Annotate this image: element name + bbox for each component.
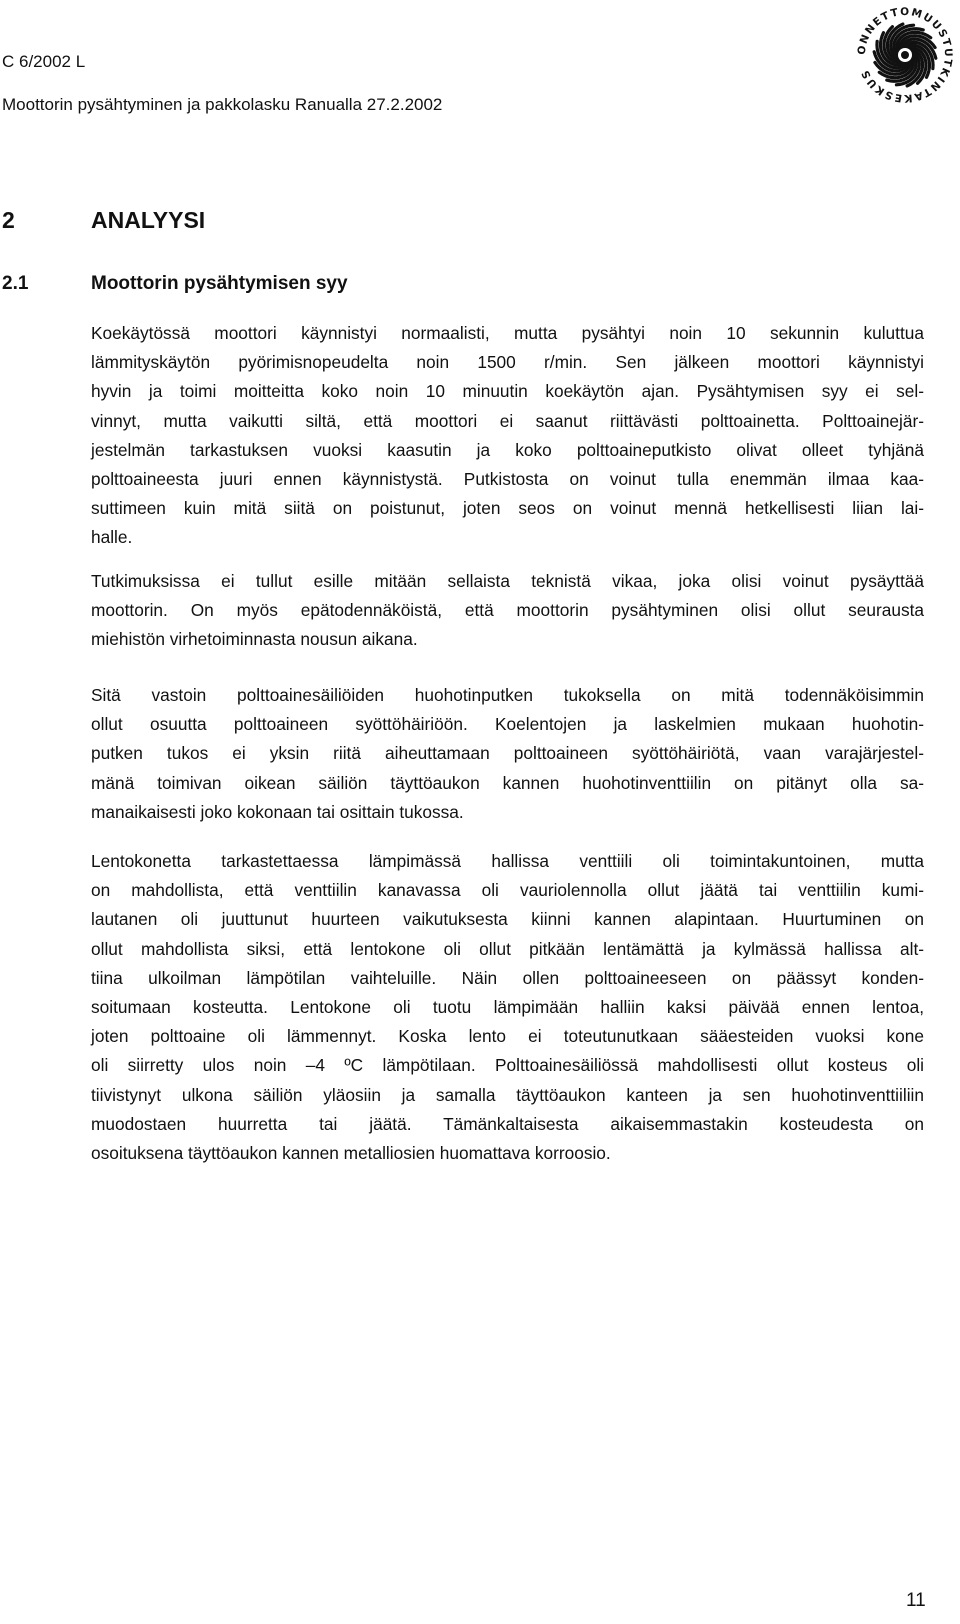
paragraph-line: joten polttoaine oli lämmennyt. Koska lento ei toteutunutkaan sääesteiden vuoksi kone bbox=[91, 1026, 924, 1047]
accident-investigation-board-logo bbox=[852, 2, 958, 108]
section-title: ANALYYSI bbox=[91, 207, 206, 233]
paragraph-line: ollut mahdollista siksi, että lentokone oli ollut pitkään lentämättä ja kylmässä hallissa alt- bbox=[91, 938, 924, 959]
paragraph-line: ollut osuutta polttoaineen syöttöhäiriöön. Koelentojen ja laskelmien mukaan huohotin- bbox=[91, 714, 924, 735]
paragraph bbox=[91, 319, 924, 553]
paragraph-line: osoituksena täyttöaukon kannen metalliosien huomattava korroosio. bbox=[91, 1143, 611, 1164]
paragraph-line: tiivistynyt ulkona säiliön yläosiin ja samalla täyttöaukon kanteen ja sen huohotinventtiiliin bbox=[91, 1084, 924, 1105]
paragraph bbox=[91, 847, 924, 1168]
paragraph-line: jestelmän tarkastuksen vuoksi kaasutin ja koko polttoaineputkisto olivat olleet tyhjänä bbox=[91, 439, 924, 460]
paragraph-line: miehistön virhetoiminnasta nousun aikana. bbox=[91, 629, 418, 650]
paragraph-line: muodostaen huurretta tai jäätä. Tämänkaltaisesta aikaisemmastakin kosteudesta on bbox=[91, 1113, 924, 1134]
document-subtitle: Moottorin pysähtyminen ja pakkolasku Ranualla 27.2.2002 bbox=[2, 95, 443, 114]
svg-text:ONNETTOMUUSTUTKINTAKESKUS: ONNETTOMUUSTUTKINTAKESKUS bbox=[855, 5, 955, 105]
paragraph-line: putken tukos ei yksin riitä aiheuttamaan polttoaineen syöttöhäiriötä, vaan varajärjestel- bbox=[91, 743, 924, 764]
paragraph-line: polttoaineesta juuri ennen käynnistystä. Putkistosta on voinut tulla enemmän ilmaa kaa- bbox=[91, 469, 924, 490]
document-code: C 6/2002 L bbox=[2, 52, 86, 71]
subsection-title: Moottorin pysähtymisen syy bbox=[91, 273, 348, 294]
subsection-number: 2.1 bbox=[2, 273, 29, 294]
paragraph-line: lämmityskäytön pyörimisnopeudelta noin 1500 r/min. Sen jälkeen moottori käynnistyi bbox=[91, 352, 924, 373]
paragraph-line: Tutkimuksissa ei tullut esille mitään sellaista teknistä vikaa, joka olisi voinut pysäyttää bbox=[91, 571, 924, 591]
paragraph-line: hyvin ja toimi moitteitta koko noin 10 minuutin koekäytön ajan. Pysähtymisen syy ei sel- bbox=[91, 381, 924, 402]
paragraph-line: Lentokonetta tarkastettaessa lämpimässä hallissa venttiili oli toimintakuntoinen, mutta bbox=[91, 851, 924, 871]
paragraph-line: vinnyt, mutta vaikutti siltä, että moottori ei saanut riittävästi polttoainetta. Polttoainejär- bbox=[91, 410, 924, 431]
section-heading bbox=[2, 206, 205, 234]
paragraph-line: suttimeen kuin mitä siitä on poistunut, joten seos on voinut mennä hetkellisesti liian lai- bbox=[91, 498, 924, 519]
paragraph-line: Koekäytössä moottori käynnistyi normaalisti, mutta pysähtyi noin 10 sekunnin kuluttua bbox=[91, 323, 924, 343]
subsection-heading bbox=[2, 272, 348, 296]
paragraph-line: manaikaisesti joko kokonaan tai osittain tukossa. bbox=[91, 801, 464, 822]
page-number: 11 bbox=[906, 1590, 926, 1611]
paragraph-line: tiina ulkoilman lämpötilan vaihteluille. Näin ollen polttoaineeseen on päässyt konden- bbox=[91, 967, 924, 988]
paragraph-line: mänä toimivan oikean säiliön täyttöaukon kannen huohotinventtiilin on pitänyt olla sa- bbox=[91, 772, 924, 793]
paragraph-line: on mahdollista, että venttiilin kanavassa oli vauriolennolla ollut jäätä tai venttiilin kumi- bbox=[91, 880, 924, 901]
paragraph-line: oli siirretty ulos noin –4 ºC lämpötilaan. Polttoainesäiliössä mahdollisesti ollut kosteus oli bbox=[91, 1055, 924, 1076]
paragraph bbox=[91, 567, 924, 655]
paragraph-line: Sitä vastoin polttoainesäiliöiden huohotinputken tukoksella on mitä todennäköisimmin bbox=[91, 685, 924, 705]
paragraph-line: soitumaan kosteutta. Lentokone oli tuotu lämpimään halliin kaksi päivää ennen lentoa, bbox=[91, 997, 924, 1018]
paragraph bbox=[91, 681, 924, 827]
paragraph-line: halle. bbox=[91, 527, 133, 548]
paragraph-line: lautanen oli juuttunut huurteen vaikutuksesta kiinni kannen alapintaan. Huurtuminen on bbox=[91, 909, 924, 930]
section-number: 2 bbox=[2, 207, 15, 233]
paragraph-line: moottorin. On myös epätodennäköistä, että moottorin pysähtyminen olisi ollut seurausta bbox=[91, 600, 924, 621]
